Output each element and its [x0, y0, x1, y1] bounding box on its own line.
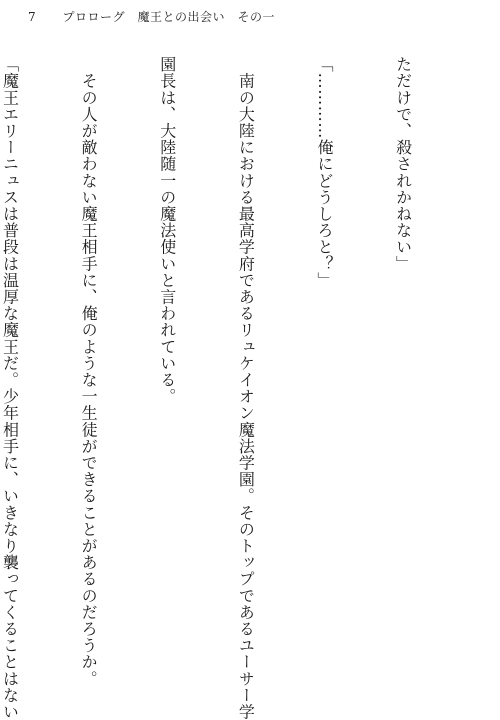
vertical-text-body — [0, 56, 468, 720]
text-line: 「魔王エリーニュスは普段は温厚な魔王だ。少年相手に、いきなり襲ってくることはない — [0, 56, 20, 720]
running-head — [28, 8, 275, 25]
page-number: 7 — [28, 10, 37, 24]
text-line: 「…………俺にどうしろと？」 — [314, 56, 334, 289]
text-line: その人が敵わない魔王相手に、俺のような一生徒ができることがあるのだろうか。 — [79, 56, 99, 687]
text-line: 南の大陸における最高学府であるリュケイオン魔法学園。そのトップであるユーサー学 — [236, 56, 256, 720]
text-line: ただけで、殺されかねない」 — [393, 56, 413, 272]
chapter-title: プロローグ 魔王との出会い その一 — [62, 10, 275, 24]
text-line: 園長は、大陸随一の魔法使いと言われている。 — [157, 56, 177, 405]
